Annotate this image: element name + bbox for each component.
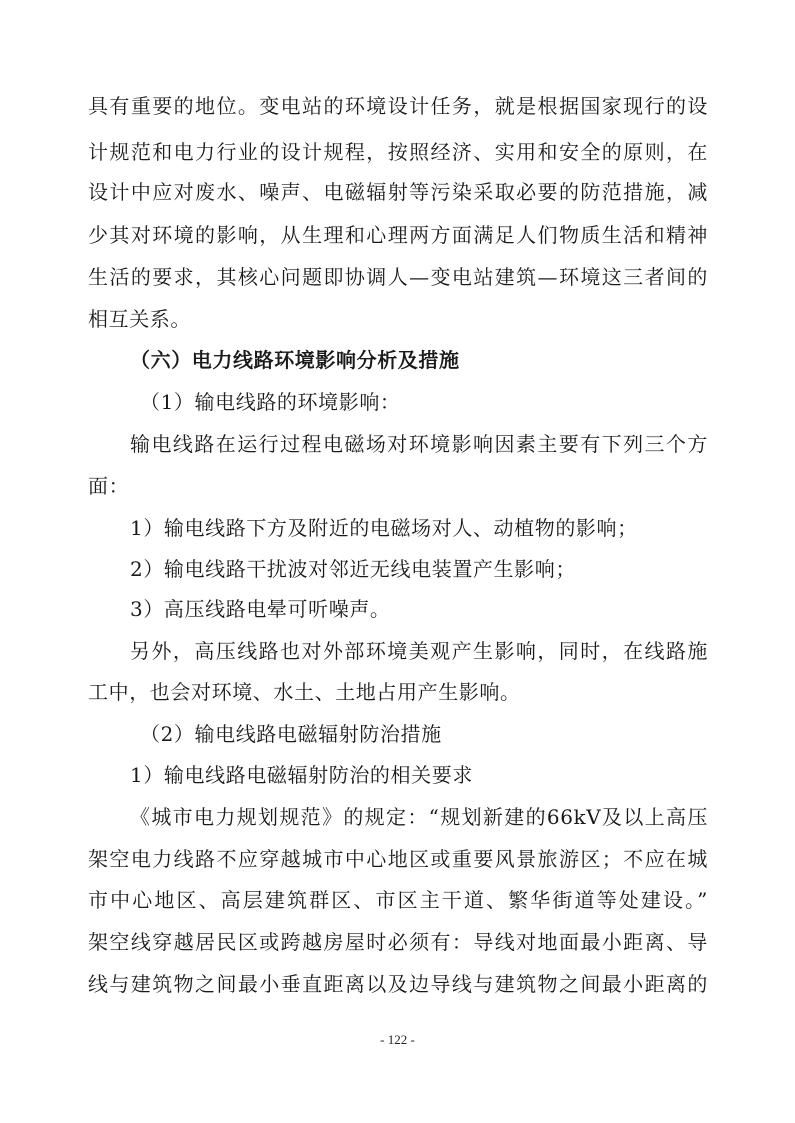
page-number: - 122 - <box>380 1032 415 1047</box>
list-item: 1）输电线路下方及附近的电磁场对人、动植物的影响； <box>130 516 638 540</box>
paragraph-line: 工中，也会对环境、水土、土地占用产生影响。 <box>88 680 521 704</box>
paragraph-line: 《城市电力规划规范》的规定：“规划新建的66kV及以上高压 <box>130 805 708 829</box>
paragraph-line: 架空电力线路不应穿越城市中心地区或重要风景旅游区；不应在城 <box>88 847 708 871</box>
paragraph-line: 另外，高压线路也对外部环境美观产生影响，同时，在线路施 <box>130 639 708 663</box>
list-item: 3）高压线路电晕可听噪声。 <box>130 597 391 621</box>
paragraph-line: 输电线路在运行过程电磁场对环境影响因素主要有下列三个方 <box>130 432 708 456</box>
paragraph-line: 相互关系。 <box>88 307 191 331</box>
subsection-heading: （1）输电线路的环境影响： <box>140 390 401 414</box>
paragraph-line: 市中心地区、高层建筑群区、市区主干道、繁华街道等处建设。” <box>88 888 708 912</box>
list-item: 2）输电线路干扰波对邻近无线电装置产生影响； <box>130 557 576 581</box>
paragraph-line: 具有重要的地位。变电站的环境设计任务，就是根据国家现行的设 <box>88 94 708 118</box>
paragraph-line: 生活的要求，其核心问题即协调人—变电站建筑—环境这三者间的 <box>88 265 708 289</box>
section-heading: （六）电力线路环境影响分析及措施 <box>130 348 460 372</box>
paragraph-line: 设计中应对废水、噪声、电磁辐射等污染采取必要的防范措施，减 <box>88 180 708 204</box>
paragraph-line: 线与建筑物之间最小垂直距离以及边导线与建筑物之间最小距离的 <box>88 972 708 996</box>
subsection-heading: （2）输电线路电磁辐射防治措施 <box>140 722 442 746</box>
paragraph-line: 计规范和电力行业的设计规程，按照经济、实用和安全的原则，在 <box>88 140 708 164</box>
paragraph-line: 架空线穿越居民区或跨越房屋时必须有：导线对地面最小距离、导 <box>88 930 708 954</box>
paragraph-line: 面： <box>88 474 130 498</box>
paragraph-line: 少其对环境的影响，从生理和心理两方面满足人们物质生活和精神 <box>88 223 708 247</box>
list-item: 1）输电线路电磁辐射防治的相关要求 <box>130 763 473 787</box>
